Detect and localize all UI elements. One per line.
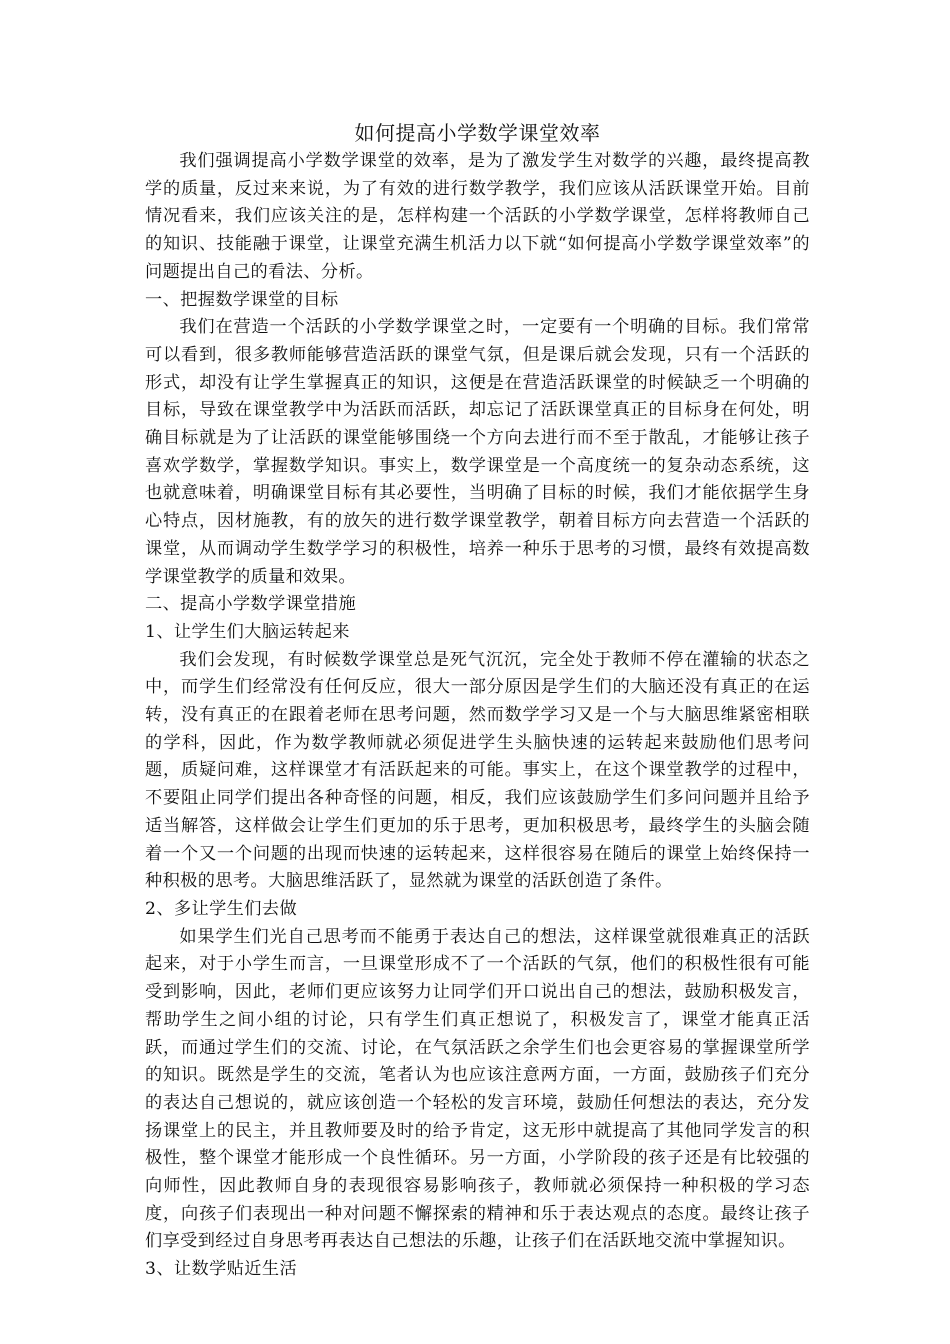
subsection-2-heading: 2、多让学生们去做 (145, 898, 298, 919)
section-2-heading: 二、提高小学数学课堂措施 (145, 594, 357, 615)
section-1-heading: 一、把握数学课堂的目标 (145, 289, 339, 310)
document-page (145, 118, 810, 1284)
document-title: 如何提高小学数学课堂效率 (354, 121, 601, 145)
subsection-1-paragraph: 我们会发现，有时候数学课堂总是死气沉沉，完全处于教师不停在灌输的状态之中，而学生们经常没有任何反应，很大一部分原因是学生们的大脑还没有真正的在运转，没有真正的在跟着老师在思考问题，然而数学学习又是一个与大脑思维紧密相联的学科，因此，作为数学教师就必须促进学生头脑快速的运转起来鼓励他们思考问题，质疑问难，这样课堂才有活跃起来的可能。事实上，在这个课堂教学的过程中，不要阻止同学们提出各种奇怪的问题，相反，我们应该鼓励学生们多问问题并且给予适当解答，这样做会让学生们更加的乐于思考，更加积极思考，最终学生的头脑会随着一个又一个问题的出现而快速的运转起来，这样很容易在随后的课堂上始终保持一种积极的思考。大脑思维活跃了，显然就为课堂的活跃创造了条件。 (145, 649, 810, 892)
subsection-2-paragraph: 如果学生们光自己思考而不能勇于表达自己的想法，这样课堂就很难真正的活跃起来，对于小学生而言，一旦课堂形成不了一个活跃的气氛，他们的积极性很有可能受到影响，因此，老师们更应该努力让同学们开口说出自己的想法，鼓励积极发言，帮助学生之间小组的讨论，只有学生们真正想说了，积极发言了，课堂才能真正活跃，而通过学生们的交流、讨论，在气氛活跃之余学生们也会更容易的掌握课堂所学的知识。既然是学生的交流，笔者认为也应该注意两方面，一方面，鼓励孩子们充分的表达自己想说的，就应该创造一个轻松的发言环境，鼓励任何想法的表达，充分发扬课堂上的民主，并且教师要及时的给予肯定，这无形中就提高了其他同学发言的积极性，整个课堂才能形成一个良性循环。另一方面，小学阶段的孩子还是有比较强的向师性，因此教师自身的表现很容易影响孩子，教师就必须保持一种积极的学习态度，向孩子们表现出一种对问题不懈探索的精神和乐于表达观点的态度。最终让孩子们享受到经过自身思考再表达自己想法的乐趣，让孩子们在活跃地交流中掌握知识。 (145, 926, 810, 1252)
intro-paragraph: 我们强调提高小学数学课堂的效率，是为了激发学生对数学的兴趣，最终提高教学的质量，反过来来说，为了有效的进行数学教学，我们应该从活跃课堂开始。目前情况看来，我们应该关注的是，怎样构建一个活跃的小学数学课堂，怎样将教师自己的知识、技能融于课堂，让课堂充满生机活力以下就“如何提高小学数学课堂效率”的问题提出自己的看法、分析。 (145, 151, 810, 282)
subsection-3-heading: 3、让数学贴近生活 (145, 1259, 298, 1280)
subsection-1-heading: 1、让学生们大脑运转起来 (145, 621, 350, 642)
section-1-paragraph: 我们在营造一个活跃的小学数学课堂之时，一定要有一个明确的目标。我们常常可以看到，很多教师能够营造活跃的课堂气氛，但是课后就会发现，只有一个活跃的形式，却没有让学生掌握真正的知识，这便是在营造活跃课堂的时候缺乏一个明确的目标，导致在课堂教学中为活跃而活跃，却忘记了活跃课堂真正的目标身在何处，明确目标就是为了让活跃的课堂能够围绕一个方向去进行而不至于散乱，才能够让孩子喜欢学数学，掌握数学知识。事实上，数学课堂是一个高度统一的复杂动态系统，这也就意味着，明确课堂目标有其必要性，当明确了目标的时候，我们才能依据学生身心特点，因材施教，有的放矢的进行数学课堂教学，朝着目标方向去营造一个活跃的课堂，从而调动学生数学学习的积极性，培养一种乐于思考的习惯，最终有效提高数学课堂教学的质量和效果。 (145, 317, 810, 587)
